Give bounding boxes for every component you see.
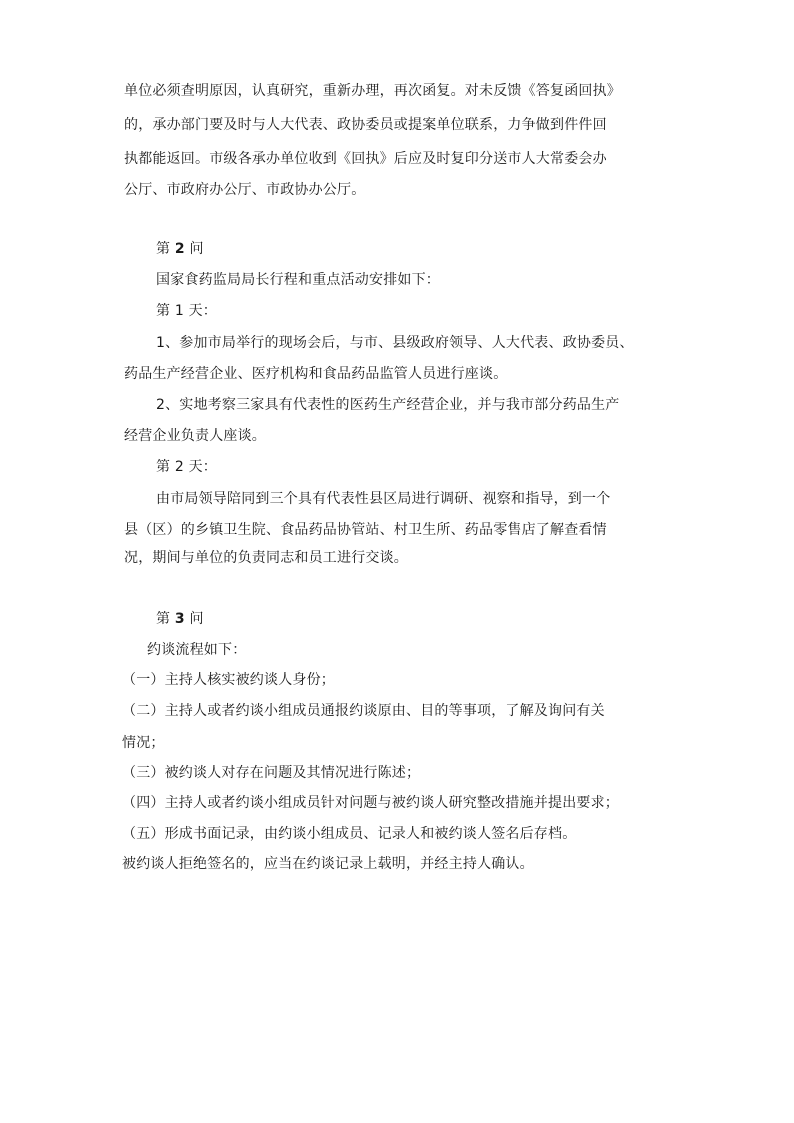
paragraph-line: 的，承办部门要及时与人大代表、政协委员或提案单位联系，力争做到件件回 bbox=[124, 117, 607, 133]
list-item-line: 1、参加市局举行的现场会后，与市、县级政府领导、人大代表、政协委员、 bbox=[156, 335, 634, 351]
paragraph-line: 县（区）的乡镇卫生院、食品药品协管站、村卫生所、药品零售店了解查看情 bbox=[124, 522, 607, 538]
paragraph-line: 单位必须查明原因，认真研究，重新办理，再次函复。对未反馈《答复函回执》 bbox=[124, 83, 621, 99]
paragraph-line: 由市局领导陪同到三个具有代表性县区局进行调研、视察和指导，到一个 bbox=[156, 491, 611, 507]
list-item: （一）主持人核实被约谈人身份； bbox=[122, 672, 335, 688]
day-label: 第 2 天： bbox=[156, 459, 218, 475]
note-line: 被约谈人拒绝签名的，应当在约谈记录上载明，并经主持人确认。 bbox=[122, 856, 534, 872]
heading-prefix: 第 bbox=[156, 241, 171, 257]
list-item-line: 药品生产经营企业、医疗机构和食品药品监管人员进行座谈。 bbox=[124, 366, 508, 382]
list-item: （三）被约谈人对存在问题及其情况进行陈述； bbox=[122, 765, 421, 781]
heading-prefix: 第 bbox=[156, 611, 171, 627]
paragraph-line: 执都能返回。市级各承办单位收到《回执》后应及时复印分送市人大常委会办 bbox=[124, 151, 607, 167]
heading-number: 2 bbox=[174, 241, 185, 257]
heading-number: 3 bbox=[174, 611, 185, 627]
list-item: （五）形成书面记录，由约谈小组成员、记录人和被约谈人签名后存档。 bbox=[122, 826, 577, 842]
list-item-line: 经营企业负责人座谈。 bbox=[124, 428, 266, 444]
paragraph-line: 公厅、市政府办公厅、市政协办公厅。 bbox=[124, 182, 366, 198]
list-item: （二）主持人或者约谈小组成员通报约谈原由、目的等事项，了解及询问有关 bbox=[122, 703, 605, 719]
section-heading-2 bbox=[156, 239, 204, 259]
list-item: （四）主持人或者约谈小组成员针对问题与被约谈人研究整改措施并提出要求； bbox=[122, 795, 619, 811]
section-intro: 国家食药监局局长行程和重点活动安排如下： bbox=[156, 272, 440, 288]
heading-suffix: 问 bbox=[189, 611, 204, 627]
heading-suffix: 问 bbox=[189, 241, 204, 257]
paragraph-line: 况，期间与单位的负责同志和员工进行交谈。 bbox=[124, 550, 408, 566]
section-heading-3 bbox=[156, 609, 204, 629]
section-intro: 约谈流程如下： bbox=[147, 642, 247, 658]
list-item-line: 2、实地考察三家具有代表性的医药生产经营企业，并与我市部分药品生产 bbox=[156, 397, 620, 413]
day-label: 第 1 天： bbox=[156, 303, 218, 319]
list-item-continuation: 情况； bbox=[122, 735, 165, 751]
